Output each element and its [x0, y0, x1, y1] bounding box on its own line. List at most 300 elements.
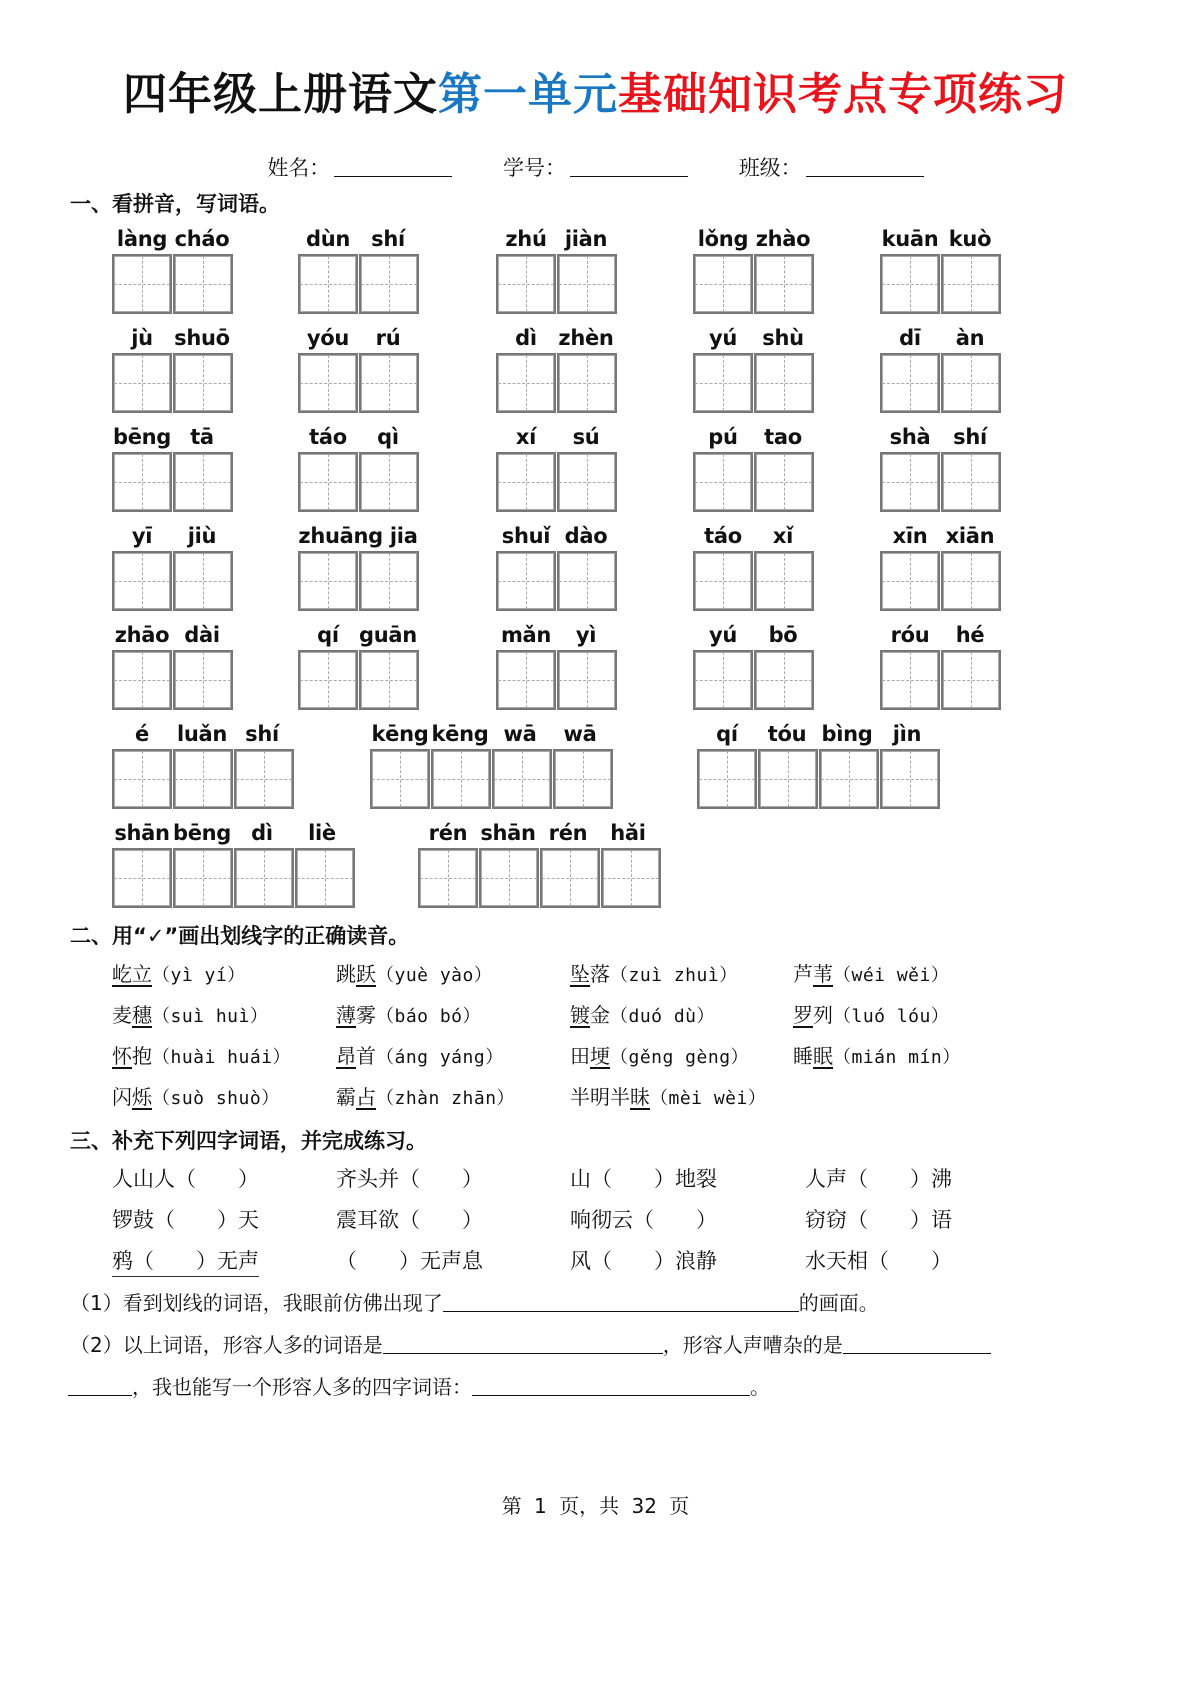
character-writing-box[interactable] — [173, 254, 233, 314]
pinyin-word-group — [693, 422, 815, 512]
character-writing-box[interactable] — [754, 650, 814, 710]
character-writing-box[interactable] — [479, 848, 539, 908]
character-writing-box[interactable] — [295, 848, 355, 908]
character-writing-box[interactable] — [359, 650, 419, 710]
word-suffix: 落 — [590, 962, 610, 986]
pinyin-options[interactable]: （zuì zhuì） — [610, 965, 738, 986]
pinyin-options[interactable]: （yuè yào） — [376, 965, 493, 986]
pinyin-syllable: jiàn — [564, 227, 608, 251]
writing-boxes — [496, 551, 618, 611]
pinyin-syllable: hǎi — [610, 821, 646, 845]
pinyin-row — [298, 620, 420, 650]
pinyin-syllable: yī — [131, 524, 153, 548]
pinyin-options[interactable]: （mèi wèi） — [650, 1088, 767, 1109]
pinyin-syllable: zhào — [755, 227, 811, 251]
writing-boxes — [112, 452, 234, 512]
character-writing-box[interactable] — [173, 551, 233, 611]
question-2-middle: ，形容人声嘈杂的是 — [662, 1333, 843, 1357]
pinyin-syllable: bēng — [172, 821, 232, 845]
pinyin-row — [693, 224, 815, 254]
question-1-suffix: 的画面。 — [798, 1291, 879, 1315]
pinyin-syllable: tao — [764, 425, 802, 449]
writing-boxes — [880, 452, 1002, 512]
page-title — [0, 58, 1191, 122]
character-writing-box[interactable] — [758, 749, 818, 809]
pinyin-word-group — [112, 719, 295, 809]
pinyin-syllable: kēng — [431, 722, 489, 746]
pinyin-syllable: shān — [480, 821, 536, 845]
character-writing-box[interactable] — [880, 452, 940, 512]
character-writing-box[interactable] — [496, 254, 556, 314]
pinyin-syllable: qì — [377, 425, 399, 449]
character-writing-box[interactable] — [431, 749, 491, 809]
character-writing-box[interactable] — [754, 353, 814, 413]
pinyin-row — [496, 422, 618, 452]
pronunciation-item — [793, 999, 949, 1028]
writing-boxes — [112, 749, 295, 809]
idiom-item[interactable]: 人声（ ）沸 — [805, 1167, 952, 1191]
pinyin-syllable: pú — [708, 425, 738, 449]
pronunciation-item — [570, 1081, 766, 1110]
pinyin-syllable: yú — [708, 623, 738, 647]
underlined-character: 坠 — [570, 962, 590, 986]
character-writing-box[interactable] — [880, 353, 940, 413]
writing-boxes — [496, 254, 618, 314]
character-writing-box[interactable] — [496, 353, 556, 413]
pinyin-options[interactable]: （báo bó） — [376, 1006, 482, 1027]
character-writing-box[interactable] — [173, 848, 233, 908]
pinyin-row — [496, 323, 618, 353]
pinyin-syllable: xīn — [892, 524, 928, 548]
pinyin-options[interactable]: （áng yáng） — [376, 1047, 504, 1068]
question-2-continued-text: ，我也能写一个形容人多的四字词语： — [132, 1375, 472, 1399]
pinyin-row — [693, 521, 815, 551]
character-writing-box[interactable] — [418, 848, 478, 908]
pinyin-word-group — [112, 620, 234, 710]
pinyin-syllable: wā — [503, 722, 537, 746]
character-writing-box[interactable] — [298, 551, 358, 611]
pinyin-word-group — [298, 422, 420, 512]
question-2-answer-line-noise-cont[interactable] — [68, 1377, 132, 1396]
character-writing-box[interactable] — [693, 551, 753, 611]
idiom-item[interactable]: 风（ ）浪静 — [570, 1249, 717, 1273]
name-field — [267, 152, 452, 182]
underlined-character: 薄 — [336, 1003, 356, 1027]
student-id-field — [503, 152, 688, 182]
title-part-grade: 四年级上册语文 — [123, 69, 438, 120]
pinyin-syllable: dào — [564, 524, 608, 548]
writing-boxes — [697, 749, 941, 809]
character-writing-box[interactable] — [754, 254, 814, 314]
pinyin-word-group — [496, 521, 618, 611]
word-prefix: 麦 — [112, 1003, 132, 1027]
pinyin-word-group — [370, 719, 614, 809]
pinyin-row — [496, 224, 618, 254]
pinyin-row — [693, 620, 815, 650]
writing-boxes — [880, 650, 1002, 710]
question-1 — [70, 1287, 879, 1316]
character-writing-box[interactable] — [112, 551, 172, 611]
writing-boxes — [693, 650, 815, 710]
pinyin-word-group — [112, 224, 234, 314]
question-1-answer-line[interactable] — [443, 1293, 799, 1312]
pinyin-syllable: tā — [190, 425, 214, 449]
pinyin-row — [880, 224, 1002, 254]
pinyin-syllable: zhèn — [558, 326, 614, 350]
pinyin-syllable: zhú — [505, 227, 547, 251]
pinyin-syllable: dùn — [305, 227, 351, 251]
pinyin-word-group — [496, 422, 618, 512]
writing-boxes — [112, 551, 234, 611]
pinyin-syllable: guān — [359, 623, 417, 647]
pronunciation-item — [336, 958, 492, 987]
character-writing-box[interactable] — [496, 452, 556, 512]
pinyin-row — [693, 422, 815, 452]
pinyin-options[interactable]: （zhàn zhān） — [376, 1088, 516, 1109]
pinyin-row — [298, 224, 420, 254]
word-suffix: 列 — [813, 1003, 833, 1027]
pinyin-syllable: zhāo — [114, 623, 170, 647]
character-writing-box[interactable] — [173, 353, 233, 413]
pinyin-syllable: sú — [572, 425, 600, 449]
pinyin-row — [112, 620, 234, 650]
question-2-answer-line-idiom[interactable] — [472, 1377, 750, 1396]
pronunciation-item — [336, 1081, 515, 1110]
pinyin-word-group — [298, 620, 420, 710]
character-writing-box[interactable] — [941, 551, 1001, 611]
idiom-item[interactable]: 人山人（ ） — [112, 1167, 259, 1191]
underlined-character: 屹立 — [112, 962, 152, 986]
writing-boxes — [112, 353, 234, 413]
underlined-character: 眠 — [813, 1044, 833, 1068]
pinyin-word-group — [112, 818, 356, 908]
pinyin-syllable: yóu — [306, 326, 350, 350]
underlined-character: 穗 — [132, 1003, 152, 1027]
pinyin-syllable: yú — [708, 326, 738, 350]
idiom-item[interactable]: （ ）无声息 — [336, 1249, 483, 1273]
character-writing-box[interactable] — [173, 452, 233, 512]
pinyin-row — [112, 521, 234, 551]
character-writing-box[interactable] — [880, 650, 940, 710]
character-writing-box[interactable] — [234, 848, 294, 908]
character-writing-box[interactable] — [557, 551, 617, 611]
pronunciation-item — [793, 958, 949, 987]
character-writing-box[interactable] — [112, 353, 172, 413]
writing-boxes — [112, 650, 234, 710]
character-writing-box[interactable] — [234, 749, 294, 809]
character-writing-box[interactable] — [601, 848, 661, 908]
character-writing-box[interactable] — [693, 254, 753, 314]
pinyin-word-group — [112, 323, 234, 413]
pinyin-options[interactable]: （suì huì） — [152, 1006, 269, 1027]
word-prefix: 睡 — [793, 1044, 813, 1068]
character-writing-box[interactable] — [359, 452, 419, 512]
writing-boxes — [496, 650, 618, 710]
writing-boxes — [496, 353, 618, 413]
pronunciation-item — [336, 1040, 504, 1069]
word-suffix: 首 — [356, 1044, 376, 1068]
pinyin-syllable: shà — [889, 425, 931, 449]
question-2-answer-line-noise[interactable] — [843, 1335, 991, 1354]
writing-boxes — [298, 353, 420, 413]
title-part-topic: 基础知识考点专项练习 — [618, 69, 1068, 120]
character-writing-box[interactable] — [173, 749, 233, 809]
character-writing-box[interactable] — [941, 452, 1001, 512]
pinyin-syllable: é — [135, 722, 149, 746]
word-prefix: 半明半 — [570, 1085, 630, 1109]
pinyin-row — [880, 620, 1002, 650]
character-writing-box[interactable] — [557, 650, 617, 710]
check-mark-icon: ✓ — [146, 924, 165, 948]
word-prefix: 霸 — [336, 1085, 356, 1109]
writing-boxes — [418, 848, 662, 908]
pinyin-options[interactable]: （yì yí） — [152, 965, 246, 986]
question-1-prefix: （1）看到划线的词语，我眼前仿佛出现了 — [70, 1291, 443, 1315]
idiom-item[interactable]: 齐头并（ ） — [336, 1167, 483, 1191]
character-writing-box[interactable] — [941, 650, 1001, 710]
writing-boxes — [496, 452, 618, 512]
pinyin-syllable: bìng — [821, 722, 873, 746]
pinyin-options[interactable]: （suò shuò） — [152, 1088, 280, 1109]
student-info — [0, 152, 1191, 182]
title-part-unit: 第一单元 — [438, 69, 618, 120]
character-writing-box[interactable] — [693, 452, 753, 512]
character-writing-box[interactable] — [112, 749, 172, 809]
pinyin-row — [298, 422, 420, 452]
question-2-answer-line-crowd[interactable] — [383, 1335, 663, 1354]
character-writing-box[interactable] — [941, 254, 1001, 314]
question-2-end: 。 — [750, 1375, 770, 1399]
character-writing-box[interactable] — [697, 749, 757, 809]
idiom-item[interactable]: 锣鼓（ ）天 — [112, 1208, 259, 1232]
idiom-item[interactable]: 山（ ）地裂 — [570, 1167, 717, 1191]
pinyin-syllable: yì — [575, 623, 597, 647]
pinyin-syllable: róu — [890, 623, 930, 647]
writing-boxes — [112, 848, 356, 908]
pinyin-syllable: jiù — [187, 524, 217, 548]
pinyin-options[interactable]: （wéi wěi） — [833, 965, 950, 986]
underlined-character: 怀 — [112, 1044, 132, 1068]
pinyin-word-group — [880, 620, 1002, 710]
section2-title-suffix: ”画出划线字的正确读音。 — [164, 924, 410, 948]
pinyin-syllable: rén — [548, 821, 588, 845]
pinyin-options[interactable]: （huài huái） — [152, 1047, 292, 1068]
underlined-character: 昧 — [630, 1085, 650, 1109]
idiom-item[interactable]: 水天相（ ） — [805, 1249, 952, 1273]
character-writing-box[interactable] — [557, 353, 617, 413]
class-field — [739, 152, 924, 182]
word-prefix: 闪 — [112, 1085, 132, 1109]
pinyin-syllable: shí — [953, 425, 987, 449]
idiom-item-underlined[interactable]: 鸦（ ）无声 — [112, 1245, 259, 1277]
idiom-item[interactable]: 响彻云（ ） — [570, 1208, 717, 1232]
writing-boxes — [693, 452, 815, 512]
character-writing-box[interactable] — [370, 749, 430, 809]
character-writing-box[interactable] — [880, 551, 940, 611]
writing-boxes — [370, 749, 614, 809]
word-prefix: 跳 — [336, 962, 356, 986]
pinyin-syllable: shí — [371, 227, 405, 251]
pinyin-syllable: wā — [563, 722, 597, 746]
pinyin-syllable: kuò — [948, 227, 992, 251]
pinyin-row — [112, 818, 356, 848]
pinyin-word-group — [298, 323, 420, 413]
pinyin-options[interactable]: （mián mín） — [833, 1047, 961, 1068]
pinyin-syllable: shù — [762, 326, 804, 350]
pinyin-row — [370, 719, 614, 749]
character-writing-box[interactable] — [298, 650, 358, 710]
pinyin-syllable: bēng — [112, 425, 172, 449]
pinyin-row — [112, 422, 234, 452]
pinyin-syllable: qí — [317, 623, 339, 647]
pinyin-syllable: xǐ — [772, 524, 794, 548]
pinyin-word-group — [298, 521, 420, 611]
pinyin-syllable: shuǐ — [501, 524, 551, 548]
pronunciation-item — [112, 1040, 291, 1069]
character-writing-box[interactable] — [298, 353, 358, 413]
character-writing-box[interactable] — [112, 650, 172, 710]
pronunciation-item — [570, 999, 715, 1028]
underlined-character: 跃 — [356, 962, 376, 986]
pinyin-options[interactable]: （gěng gèng） — [610, 1047, 750, 1068]
pinyin-word-group — [496, 323, 618, 413]
name-blank[interactable] — [334, 156, 452, 177]
pinyin-syllable: zhuāng jia — [298, 524, 418, 548]
section2-title-prefix: 二、用“ — [70, 924, 147, 948]
character-writing-box[interactable] — [496, 551, 556, 611]
character-writing-box[interactable] — [359, 353, 419, 413]
section2-title — [70, 920, 409, 950]
pinyin-row — [418, 818, 662, 848]
character-writing-box[interactable] — [298, 452, 358, 512]
character-writing-box[interactable] — [359, 551, 419, 611]
pinyin-syllable: kēng — [371, 722, 429, 746]
pronunciation-item — [570, 958, 738, 987]
pinyin-syllable: rú — [375, 326, 401, 350]
character-writing-box[interactable] — [540, 848, 600, 908]
character-writing-box[interactable] — [754, 452, 814, 512]
pinyin-row — [496, 620, 618, 650]
pinyin-word-group — [880, 224, 1002, 314]
pinyin-syllable: xí — [515, 425, 537, 449]
writing-boxes — [298, 254, 420, 314]
character-writing-box[interactable] — [492, 749, 552, 809]
pinyin-syllable: shān — [114, 821, 170, 845]
student-id-blank[interactable] — [570, 156, 688, 177]
writing-boxes — [693, 551, 815, 611]
character-writing-box[interactable] — [819, 749, 879, 809]
pronunciation-item — [793, 1040, 961, 1069]
underlined-character: 镀 — [570, 1003, 590, 1027]
class-blank[interactable] — [806, 156, 924, 177]
pronunciation-item — [336, 999, 481, 1028]
word-suffix: 雾 — [356, 1003, 376, 1027]
pinyin-row — [697, 719, 941, 749]
pinyin-row — [298, 521, 420, 551]
underlined-character: 埂 — [590, 1044, 610, 1068]
pinyin-syllable: jìn — [892, 722, 922, 746]
character-writing-box[interactable] — [496, 650, 556, 710]
character-writing-box[interactable] — [112, 254, 172, 314]
character-writing-box[interactable] — [112, 848, 172, 908]
character-writing-box[interactable] — [941, 353, 1001, 413]
character-writing-box[interactable] — [880, 749, 940, 809]
idiom-item[interactable]: 震耳欲（ ） — [336, 1208, 483, 1232]
character-writing-box[interactable] — [754, 551, 814, 611]
pronunciation-item — [112, 1081, 280, 1110]
pinyin-options[interactable]: （duó dù） — [610, 1006, 716, 1027]
writing-boxes — [298, 551, 420, 611]
pinyin-row — [112, 719, 295, 749]
pronunciation-item — [112, 958, 246, 987]
underlined-character: 罗 — [793, 1003, 813, 1027]
pinyin-row — [880, 323, 1002, 353]
writing-boxes — [298, 452, 420, 512]
pinyin-word-group — [693, 521, 815, 611]
pinyin-syllable: bō — [768, 623, 798, 647]
question-2-continued — [68, 1371, 770, 1400]
pinyin-word-group — [880, 422, 1002, 512]
pinyin-syllable: mǎn — [500, 623, 552, 647]
pinyin-syllable: dī — [899, 326, 921, 350]
pinyin-word-group — [693, 323, 815, 413]
pinyin-row — [298, 323, 420, 353]
pronunciation-item — [570, 1040, 749, 1069]
pinyin-syllable: qí — [716, 722, 738, 746]
pinyin-syllable: rén — [428, 821, 468, 845]
pinyin-row — [880, 521, 1002, 551]
pinyin-row — [112, 224, 234, 254]
underlined-character: 昂 — [336, 1044, 356, 1068]
pinyin-syllable: lǒng — [697, 227, 749, 251]
pinyin-word-group — [496, 224, 618, 314]
student-id-label: 学号： — [503, 156, 566, 180]
section3-title: 三、补充下列四字词语，并完成练习。 — [70, 1129, 427, 1153]
pinyin-syllable: luǎn — [176, 722, 228, 746]
character-writing-box[interactable] — [693, 353, 753, 413]
writing-boxes — [298, 650, 420, 710]
pinyin-options[interactable]: （luó lóu） — [833, 1006, 950, 1027]
character-writing-box[interactable] — [359, 254, 419, 314]
character-writing-box[interactable] — [298, 254, 358, 314]
pinyin-syllable: hé — [955, 623, 985, 647]
character-writing-box[interactable] — [112, 452, 172, 512]
character-writing-box[interactable] — [880, 254, 940, 314]
writing-boxes — [880, 551, 1002, 611]
idiom-item[interactable]: 窃窃（ ）语 — [805, 1208, 952, 1232]
question-2 — [70, 1329, 991, 1358]
pinyin-syllable: xiān — [945, 524, 995, 548]
character-writing-box[interactable] — [557, 452, 617, 512]
pinyin-syllable: liè — [308, 821, 336, 845]
underlined-character: 烁 — [132, 1085, 152, 1109]
word-suffix: 抱 — [132, 1044, 152, 1068]
class-label: 班级： — [738, 156, 802, 180]
pinyin-word-group — [418, 818, 662, 908]
underlined-character: 苇 — [813, 962, 833, 986]
underlined-character: 占 — [356, 1085, 376, 1109]
character-writing-box[interactable] — [553, 749, 613, 809]
character-writing-box[interactable] — [557, 254, 617, 314]
pinyin-syllable: àn — [955, 326, 985, 350]
pinyin-syllable: shí — [245, 722, 279, 746]
writing-boxes — [693, 254, 815, 314]
character-writing-box[interactable] — [173, 650, 233, 710]
pronunciation-item — [112, 999, 268, 1028]
writing-boxes — [112, 254, 234, 314]
character-writing-box[interactable] — [693, 650, 753, 710]
pinyin-row — [880, 422, 1002, 452]
